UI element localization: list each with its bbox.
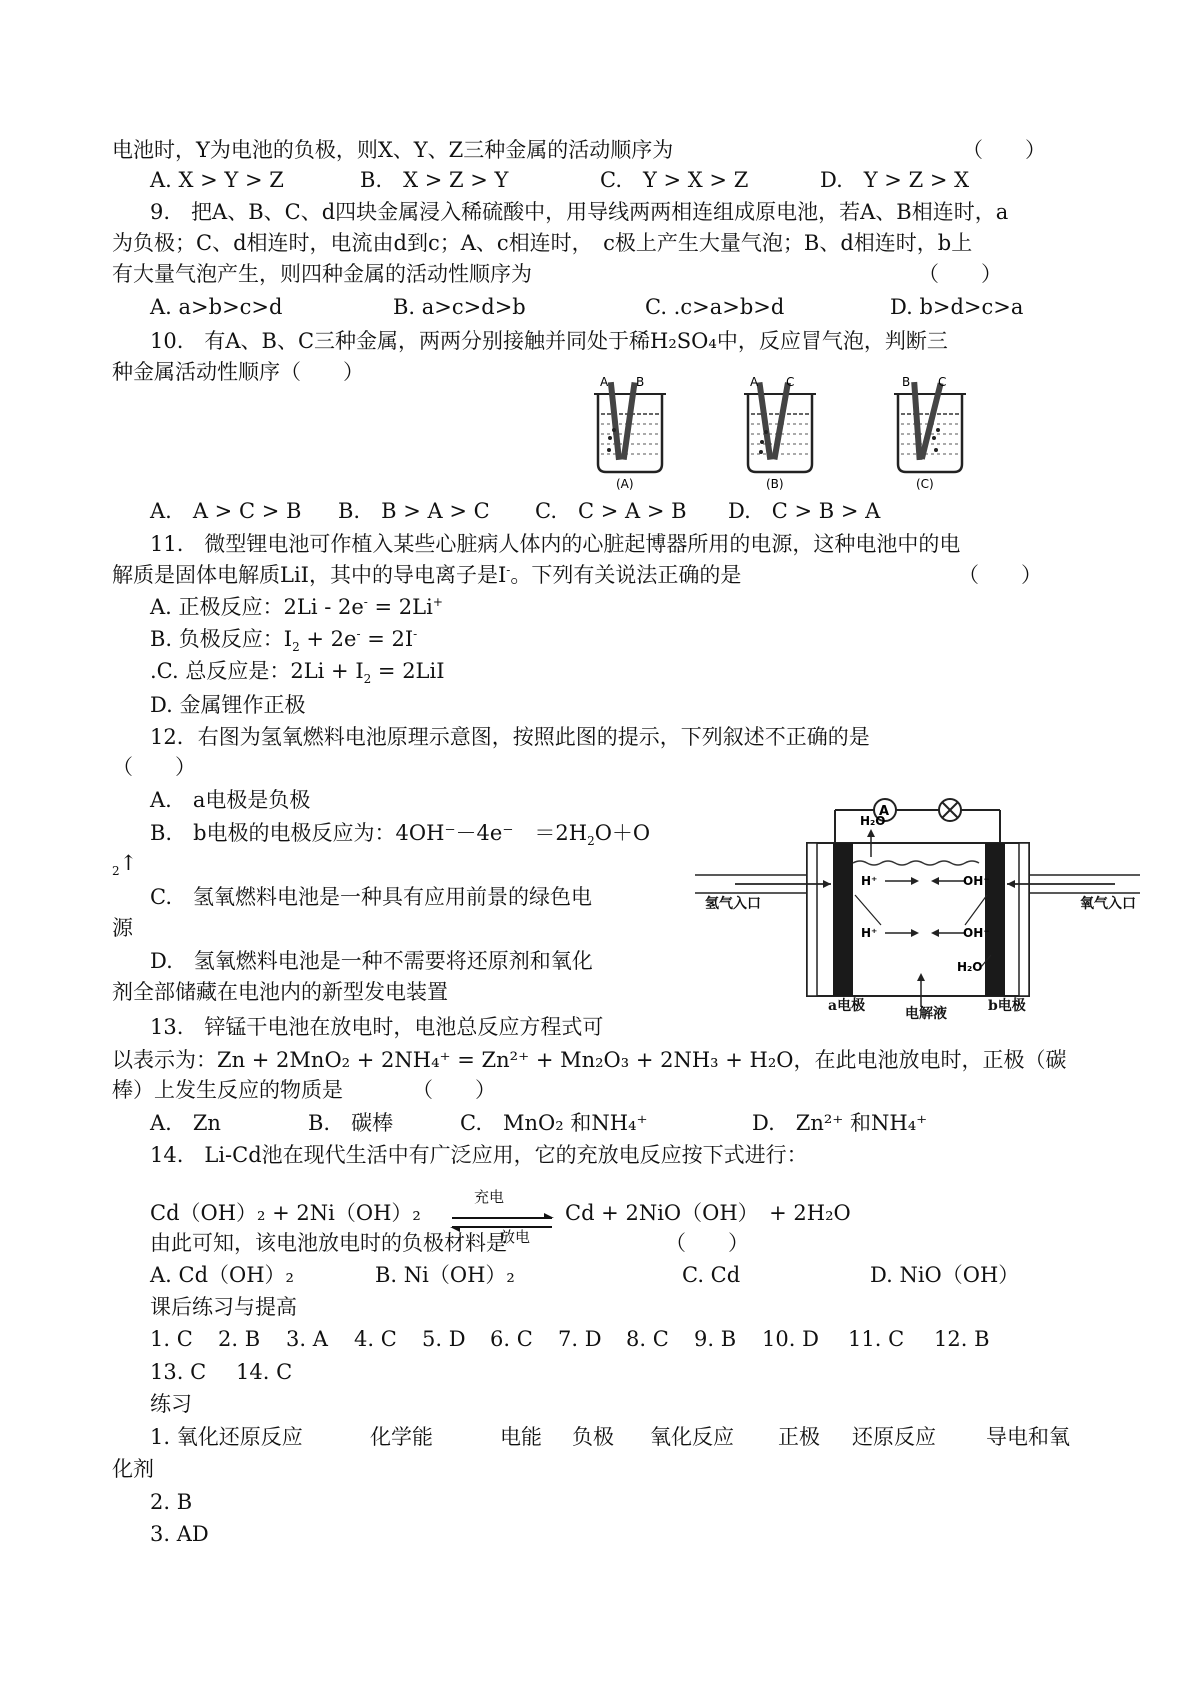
practice-item-2: 2. B [150,1490,193,1514]
practice-term: 导电和氧 [986,1425,1070,1449]
answer-item: 11. C [848,1327,905,1351]
q12-option-d-line1: D. 氢氧燃料电池是一种不需要将还原剂和氧化 [150,949,593,973]
practice-term: 还原反应 [852,1425,936,1449]
answer-item: 10. D [762,1327,819,1351]
q12-stem-line1: 12．右图为氢氧燃料电池原理示意图，按照此图的提示，下列叙述不正确的是 [150,725,870,749]
q14-equation-left: Cd（OH）₂ + 2Ni（OH）₂ [150,1201,421,1225]
beaker-figure [585,372,1005,492]
q10-option-c: C. C > A > B [535,499,687,523]
q13-stem-line1: 13. 锌锰干电池在放电时，电池总反应方程式可 [150,1015,604,1039]
q14-option-c: C. Cd [682,1263,741,1287]
answer-item: 7. D [558,1327,602,1351]
q13-options [150,1108,1030,1138]
answers-row-1 [150,1324,1030,1354]
q9-stem-line3: 有大量气泡产生，则四种金属的活动性顺序为 [112,262,532,286]
practice-term: 氧化反应 [650,1425,734,1449]
q13-option-c: C. MnO₂ 和NH₄⁺ [460,1111,648,1135]
q13-option-b: B. 碳棒 [308,1111,394,1135]
q10-options [150,496,1000,526]
ammeter-label: A [879,804,890,819]
h-ion-label-lower: H⁺ [861,926,878,940]
q13-option-d: D. Zn²⁺ 和NH₄⁺ [752,1111,928,1135]
oh-ion-label-upper: OH⁻ [963,874,990,888]
hydrogen-inlet-label: 氢气入口 [705,896,761,912]
q13-answer-bracket: （ ） [412,1078,496,1102]
answer-item: 9. B [694,1327,737,1351]
b-electrode-label: b电极 [988,998,1026,1014]
q8-option-d: D. Y > Z > X [820,168,970,192]
practice-item-1 [150,1422,1080,1452]
practice-term: 负极 [572,1425,614,1449]
lamp-icon [939,799,961,821]
q9-option-b: B. a>c>d>b [393,295,526,319]
answer-item: 8. C [626,1327,669,1351]
q14-option-a: A. Cd（OH）₂ [150,1263,294,1287]
beaker-c [894,375,966,491]
practice-term: 1. 氧化还原反应 [150,1425,303,1449]
q8-answer-bracket: （ ） [962,138,1046,162]
q12-answer-bracket: （ ） [112,755,196,779]
q11-option-a: A. 正极反应：2Li - 2e- = 2Li+ [150,595,443,619]
fuel-cell-diagram [695,795,1145,1015]
beaker-a-caption: (A) [616,477,634,491]
q12-option-a: A. a电极是负极 [150,788,311,812]
practice-item-1-continued: 化剂 [112,1457,154,1481]
beaker-a-label-1: A [600,375,609,389]
q14-equation-discharge-label: 放电 [500,1228,531,1246]
q8-option-c: C. Y > X > Z [600,168,749,192]
h-ion-label-upper: H⁺ [861,874,878,888]
beaker-b [744,375,816,491]
answer-item: 6. C [490,1327,533,1351]
answer-item: 4. C [354,1327,397,1351]
water-label-top: H₂O [860,814,886,828]
q14-equation-charge-label: 充电 [474,1188,505,1206]
q11-option-b: B. 负极反应：$I_2 + 2e^- = 2I^-$ [150,627,418,655]
q13-stem-line3: 棒）上发生反应的物质是 [112,1078,343,1102]
answer-item: 14. C [236,1360,293,1384]
q9-options [150,292,1030,322]
q9-option-d: D. b>d>c>a [890,295,1024,319]
answer-item: 1. C [150,1327,193,1351]
q10-option-a: A. A > C > B [150,499,302,523]
q10-stem-line1: 10. 有A、B、C三种金属，两两分别接触并同处于稀H₂SO₄中，反应冒气泡，判断三 [150,329,948,353]
q11-stem-line1: 11. 微型锂电池可作植入某些心脏病人体内的心脏起博器所用的电源，这种电池中的电 [150,532,961,556]
q11-option-d: D. 金属锂作正极 [150,693,306,717]
a-electrode-label: a电极 [828,998,866,1014]
answer-item: 5. D [422,1327,466,1351]
q9-stem-line2: 为负极；C、d相连时，电流由d到c；A、c相连时， c极上产生大量气泡；B、d相连时，b上 [112,231,973,255]
q9-option-c: C. .c>a>b>d [645,295,785,319]
q12-option-c-line1: C. 氢氧燃料电池是一种具有应用前景的绿色电 [150,885,592,909]
beaker-c-label-2: C [938,375,947,389]
oh-ion-label-lower: OH⁻ [963,926,990,940]
q8-option-a: A. X > Y > Z [150,168,284,192]
q8-stem-tail: 电池时，Y为电池的负极，则X、Y、Z三种金属的活动顺序为 [112,138,674,162]
q12-option-c-line2: 源 [112,916,133,940]
practice-term: 正极 [778,1425,820,1449]
q14-option-d: D. NiO（OH） [870,1263,1020,1287]
q10-stem-line2: 种金属活动性顺序（ ） [112,360,364,384]
answer-item: 13. C [150,1360,207,1384]
answer-item: 2. B [218,1327,261,1351]
practice-heading: 练习 [150,1392,192,1416]
q8-options [150,165,1000,195]
q14-option-b: B. Ni（OH）₂ [375,1263,515,1287]
q14-stem-line3: 由此可知，该电池放电时的负极材料是 [150,1231,507,1255]
practice-term: 电能 [500,1425,542,1449]
q9-stem-line1: 9. 把A、B、C、d四块金属浸入稀硫酸中，用导线两两相连组成原电池，若A、B相连时，a [150,200,1009,224]
beaker-b-label-2: C [786,375,795,389]
beaker-a-label-2: B [636,375,645,389]
q12-option-b-continued: $_2$↑ [112,851,138,879]
q13-stem-line2: 以表示为：Zn + 2MnO₂ + 2NH₄⁺ = Zn²⁺ + Mn₂O₃ + 2NH₃ + H₂O，在此电池放电时，正极（碳 [112,1048,1067,1072]
q14-equation-right: Cd + 2NiO（OH） + 2H₂O [565,1201,851,1225]
q8-option-b: B. X > Z > Y [360,168,509,192]
beaker-b-caption: (B) [766,477,784,491]
beaker-c-label-1: B [902,375,911,389]
b-electrode-bar [985,843,1005,996]
beaker-b-label-1: A [750,375,759,389]
q14-stem-line1: 14. Li-Cd池在现代生活中有广泛应用，它的充放电反应按下式进行： [150,1143,808,1167]
oxygen-inlet-label: 氧气入口 [1080,896,1136,912]
beaker-a [594,375,666,491]
q14-answer-bracket: （ ） [665,1231,749,1255]
q12-option-d-line2: 剂全部储藏在电池内的新型发电装置 [112,980,448,1004]
water-label-bottom: H₂O [957,960,983,974]
answers-row-2 [150,1357,450,1387]
answer-item: 12. B [934,1327,990,1351]
q11-stem-line2: 解质是固体电解质LiI，其中的导电离子是I-。下列有关说法正确的是 [112,563,742,587]
answers-heading: 课后练习与提高 [150,1295,297,1319]
q10-option-b: B. B > A > C [338,499,490,523]
q11-answer-bracket: （ ） [958,563,1042,587]
beaker-c-caption: (C) [916,477,934,491]
q13-option-a: A. Zn [150,1111,221,1135]
q9-option-a: A. a>b>c>d [150,295,283,319]
a-electrode-bar [833,843,853,996]
practice-item-3: 3. AD [150,1522,209,1546]
q12-option-b: B. b电极的电极反应为：4OH⁻－4e⁻ $=2H_2O+O$ [150,821,651,849]
q9-answer-bracket: （ ） [918,262,1002,286]
practice-term: 化学能 [370,1425,433,1449]
electrolyte-label: 电解液 [905,1006,947,1022]
q14-options [150,1260,1030,1290]
answer-item: 3. A [286,1327,328,1351]
q10-option-d: D. C > B > A [728,499,881,523]
q11-option-c: .C. 总反应是：$2Li + I_2 = 2LiI$ [150,659,445,687]
